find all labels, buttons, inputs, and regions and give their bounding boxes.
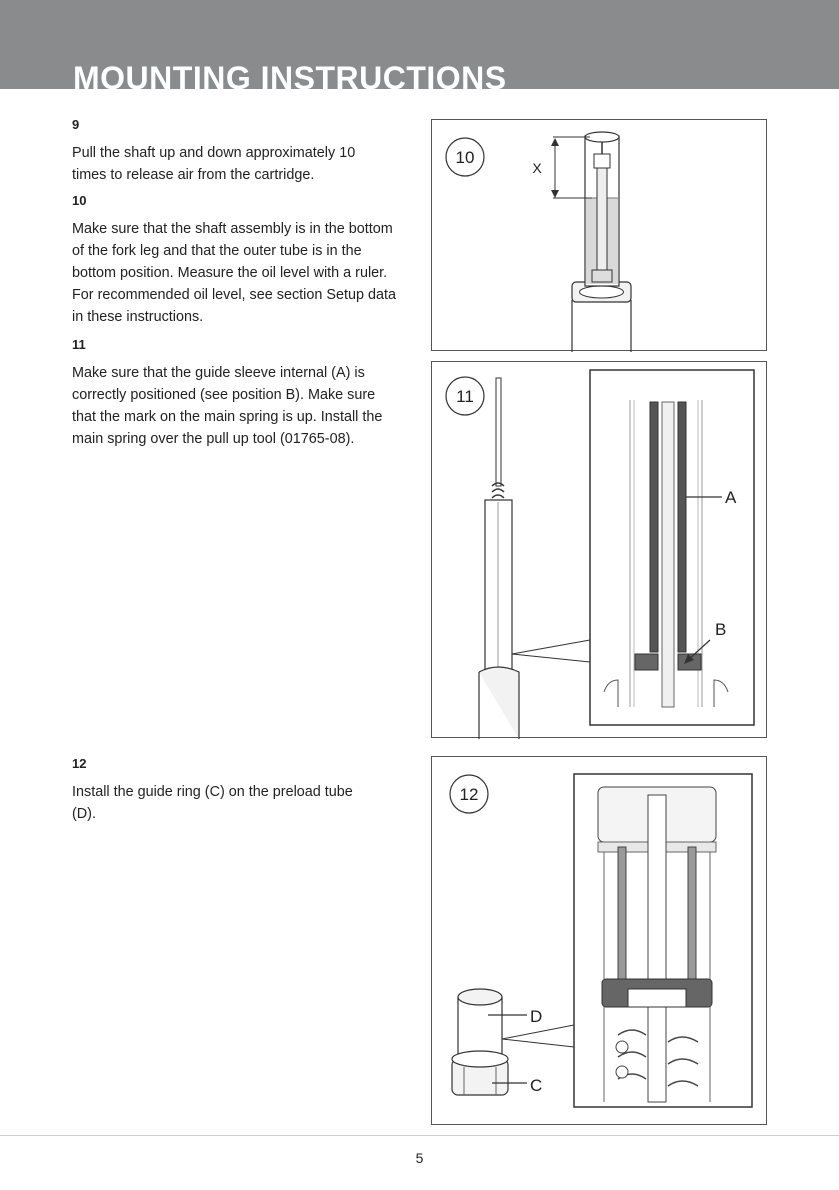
page-header xyxy=(0,0,839,89)
figure-badge: 10 xyxy=(455,148,475,167)
figure-badge: 12 xyxy=(459,785,479,804)
figure-12-drawing xyxy=(432,757,768,1126)
figure-11 xyxy=(431,361,767,738)
step-number: 12 xyxy=(72,756,87,771)
label-a: A xyxy=(725,488,737,507)
figure-12 xyxy=(431,756,767,1125)
page-number: 5 xyxy=(415,1150,424,1166)
figure-badge: 11 xyxy=(456,387,474,406)
x-dimension-label: X xyxy=(532,160,542,176)
step-12 xyxy=(72,756,407,825)
footer-divider xyxy=(0,1135,839,1136)
label-c: C xyxy=(530,1076,543,1095)
label-d: D xyxy=(530,1007,543,1026)
figure-10 xyxy=(431,119,767,351)
step-text: Make sure that the shaft assembly is in the bottom of the fork leg and that the outer tube is in the bottom position. Measure the oil level with a ruler. For recommended oil level, see section Setup data in these instructions. xyxy=(72,221,396,325)
step-number: 9 xyxy=(72,117,80,132)
figure-11-drawing xyxy=(432,362,768,739)
step-text: Install the guide ring (C) on the preload tube (D). xyxy=(72,784,353,822)
page-title: MOUNTING INSTRUCTIONS xyxy=(73,60,507,89)
step-text: Make sure that the guide sleeve internal (A) is correctly positioned (see position B). Make sure that the mark on the main spring is up. Install the main spring over the pull up tool (01765-08). xyxy=(72,365,383,447)
step-text: Pull the shaft up and down approximately 10 times to release air from the cartridge. xyxy=(72,145,356,183)
step-10 xyxy=(72,193,407,328)
step-number: 10 xyxy=(72,193,87,208)
label-b: B xyxy=(715,620,727,639)
step-number: 11 xyxy=(72,337,86,352)
figure-10-drawing xyxy=(432,120,768,352)
step-11 xyxy=(72,337,407,450)
step-9 xyxy=(72,117,407,186)
